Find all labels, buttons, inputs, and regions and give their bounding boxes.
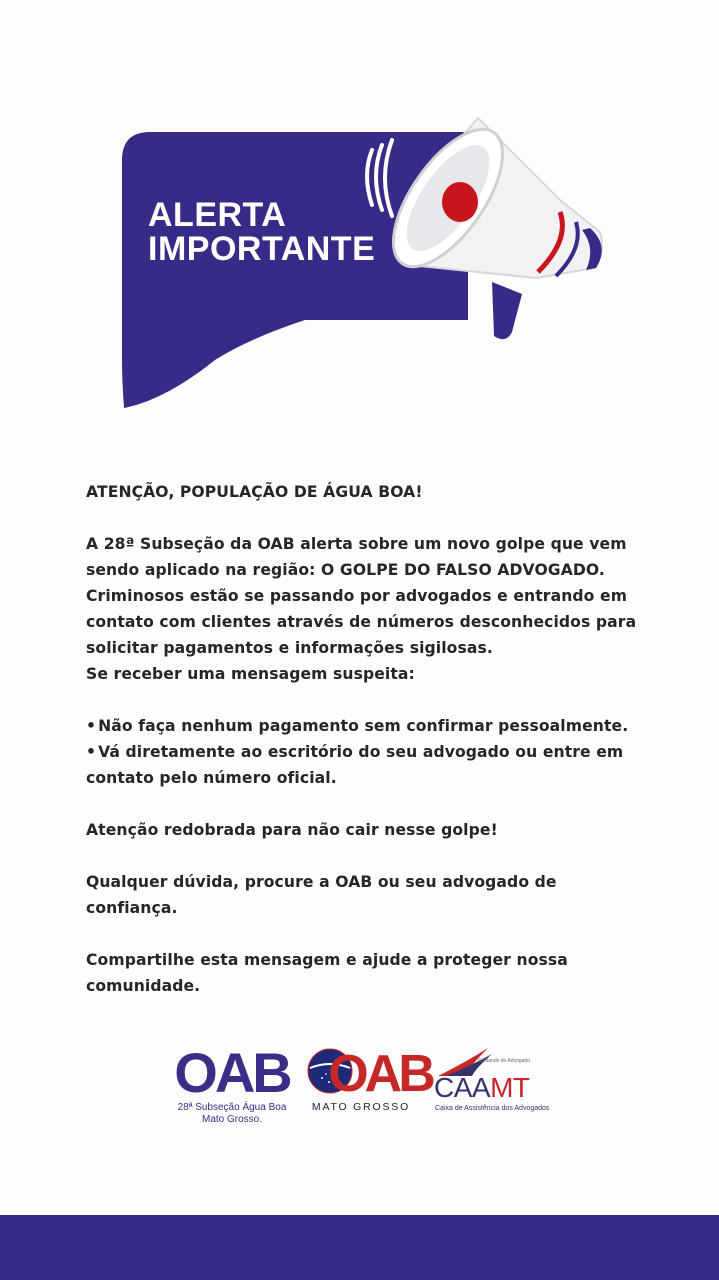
paragraph-line: solicitar pagamentos e informações sigilosas.: [86, 639, 493, 657]
list-item-text: Não faça nenhum pagamento sem confirmar pessoalmente.: [98, 717, 629, 735]
message-heading: ATENÇÃO, POPULAÇÃO DE ÁGUA BOA!: [86, 483, 423, 501]
list-item-text: Vá diretamente ao escritório do seu advogado ou entre em: [98, 743, 624, 761]
alert-title: [148, 198, 375, 266]
subsecao-caption-line1: 28ª Subseção Água Boa: [177, 1102, 287, 1113]
list-item-text: contato pelo número oficial.: [86, 769, 337, 787]
caamt-brand: CAAMT: [434, 1072, 530, 1103]
oab-mt-caption: MATO GROSSO: [311, 1101, 411, 1113]
paragraph-line: Criminosos estão se passando por advogados e entrando em: [86, 587, 628, 605]
list-item: [86, 713, 646, 739]
alert-title-line2: IMPORTANTE: [148, 230, 376, 268]
oab-wordmark-text: OAB: [174, 1041, 290, 1104]
warning-text: Atenção redobrada para não cair nesse golpe!: [86, 821, 498, 839]
oab-wordmark: [172, 1041, 292, 1104]
oab-mt-wordmark-text: OAB: [328, 1045, 432, 1103]
alert-title-line1: ALERTA: [148, 196, 287, 234]
paragraph-line: A 28ª Subseção da OAB alerta sobre um novo golpe que vem: [86, 535, 627, 553]
paragraph-line: Se receber uma mensagem suspeita:: [86, 665, 415, 683]
footer-bar: [0, 1215, 719, 1280]
subsecao-caption-line2: Mato Grosso.: [201, 1114, 263, 1125]
oab-subsecao-logo: [170, 1041, 294, 1126]
caamt-subtitle: Caixa de Assistência dos Advogados: [435, 1105, 550, 1112]
oab-mato-grosso-logo: [302, 1045, 432, 1113]
message-paragraph: [86, 531, 646, 687]
speech-bubble-shape: [122, 132, 468, 408]
advice-list: [86, 713, 646, 791]
contact-text: Qualquer dúvida, procure a OAB ou seu advogado de confiança.: [86, 873, 557, 917]
paragraph-line: contato com clientes através de números desconhecidos para: [86, 613, 637, 631]
bullet-icon: •: [86, 717, 97, 735]
message-body: [86, 479, 646, 1025]
bullet-icon: •: [86, 743, 97, 761]
alert-banner: [0, 0, 719, 440]
caamt-topline: Cuidando do Advogado: [478, 1058, 530, 1064]
list-item: [86, 739, 646, 791]
share-text: Compartilhe esta mensagem e ajude a proteger nossa comunidade.: [86, 951, 568, 995]
paragraph-line: sendo aplicado na região: O GOLPE DO FALSO ADVOGADO.: [86, 561, 605, 579]
oab-mt-emblem: [302, 1045, 432, 1103]
logo-row: [0, 1040, 719, 1130]
